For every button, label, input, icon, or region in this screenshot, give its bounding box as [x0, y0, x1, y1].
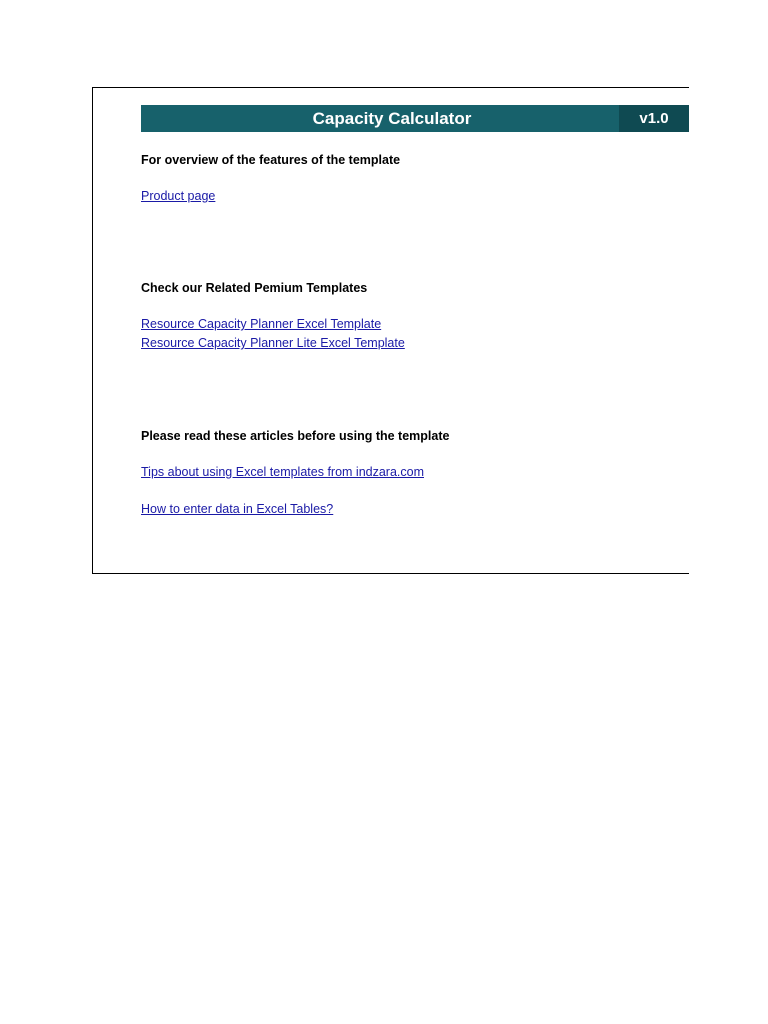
resource-capacity-planner-lite-link[interactable]: Resource Capacity Planner Lite Excel Template [141, 336, 405, 350]
page-title: Capacity Calculator [141, 105, 619, 132]
related-templates-heading: Check our Related Pemium Templates [141, 281, 368, 295]
excel-templates-tips-link[interactable]: Tips about using Excel templates from indzara.com [141, 465, 424, 479]
title-bar [141, 105, 689, 132]
articles-heading: Please read these articles before using the template [141, 429, 450, 443]
version-badge: v1.0 [619, 105, 689, 132]
resource-capacity-planner-link[interactable]: Resource Capacity Planner Excel Template [141, 317, 382, 331]
excel-tables-data-entry-link[interactable]: How to enter data in Excel Tables? [141, 502, 334, 516]
overview-heading: For overview of the features of the template [141, 153, 401, 167]
product-page-link[interactable]: Product page [141, 189, 216, 203]
